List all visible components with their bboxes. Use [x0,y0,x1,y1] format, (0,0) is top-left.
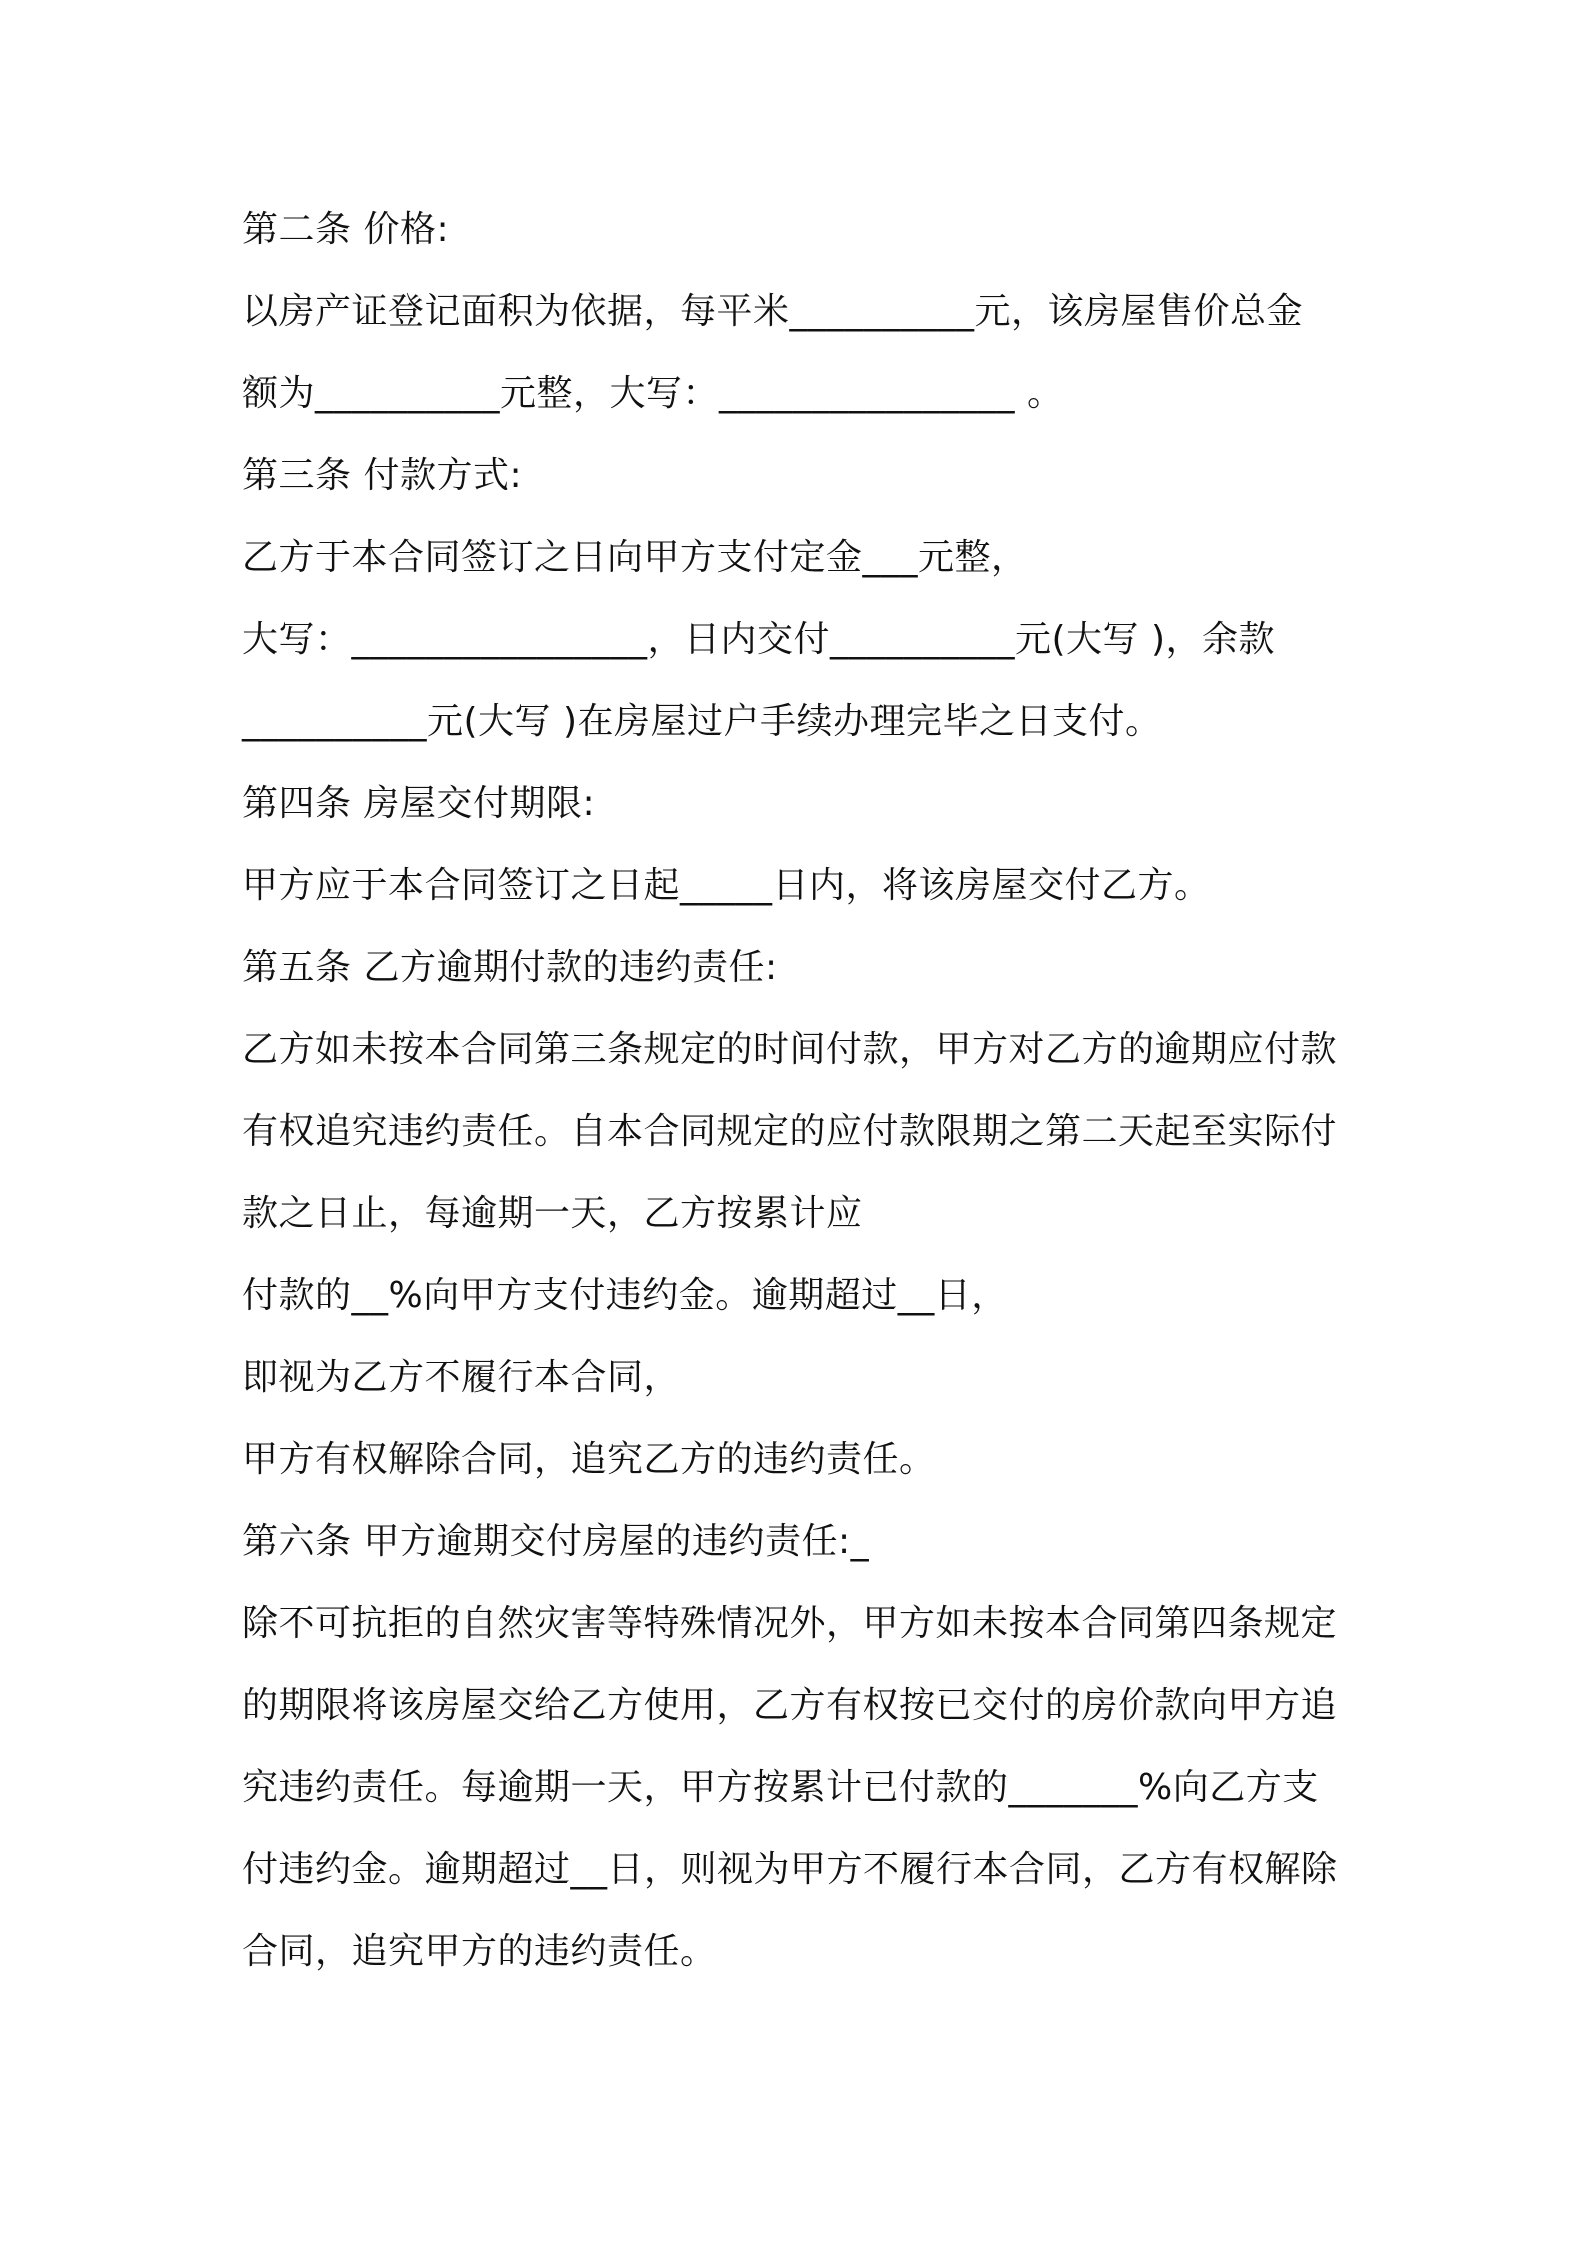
article-2-text-line-1: 以房产证登记面积为依据，每平米__________元，该房屋售价总金 [242,291,1304,332]
article-2-heading: 第二条 价格: [242,209,450,250]
article-5-text-line-5: 即视为乙方不履行本合同， [242,1357,681,1398]
article-6-text-line-2: 的期限将该房屋交给乙方使用，乙方有权按已交付的房价款向甲方追 [242,1685,1338,1726]
article-3-text-line-1: 乙方于本合同签订之日向甲方支付定金___元整， [242,537,1028,578]
article-5-text-line-3: 款之日止，每逾期一天，乙方按累计应 [242,1193,863,1234]
article-4-heading: 第四条 房屋交付期限: [242,783,596,824]
article-6-text-line-5: 合同，追究甲方的违约责任。 [242,1931,717,1972]
article-6-text-line-4: 付违约金。逾期超过__日，则视为甲方不履行本合同，乙方有权解除 [242,1849,1338,1890]
article-3-text-line-3: __________元(大写 )在房屋过户手续办理完毕之日支付。 [242,701,1162,742]
article-2-text-line-2: 额为__________元整，大写：________________ 。 [242,373,1064,414]
article-5-text-line-6: 甲方有权解除合同，追究乙方的违约责任。 [242,1439,936,1480]
article-4-text-line-1: 甲方应于本合同签订之日起_____日内，将该房屋交付乙方。 [242,865,1211,906]
article-6-heading: 第六条 甲方逾期交付房屋的违约责任:_ [242,1521,870,1562]
article-3-heading: 第三条 付款方式: [242,455,523,496]
article-6-text-line-3: 究违约责任。每逾期一天，甲方按累计已付款的_______%向乙方支 [242,1767,1319,1808]
article-5-text-line-2: 有权追究违约责任。自本合同规定的应付款限期之第二天起至实际付 [242,1111,1338,1152]
article-3-text-line-2: 大写：________________，日内交付__________元(大写 )，余款 [242,619,1276,660]
article-5-heading: 第五条 乙方逾期付款的违约责任: [242,947,778,988]
article-5-text-line-4: 付款的__%向甲方支付违约金。逾期超过__日， [242,1275,1008,1316]
article-5-text-line-1: 乙方如未按本合同第三条规定的时间付款，甲方对乙方的逾期应付款 [242,1029,1338,1070]
article-6-text-line-1: 除不可抗拒的自然灾害等特殊情况外，甲方如未按本合同第四条规定 [242,1603,1338,1644]
